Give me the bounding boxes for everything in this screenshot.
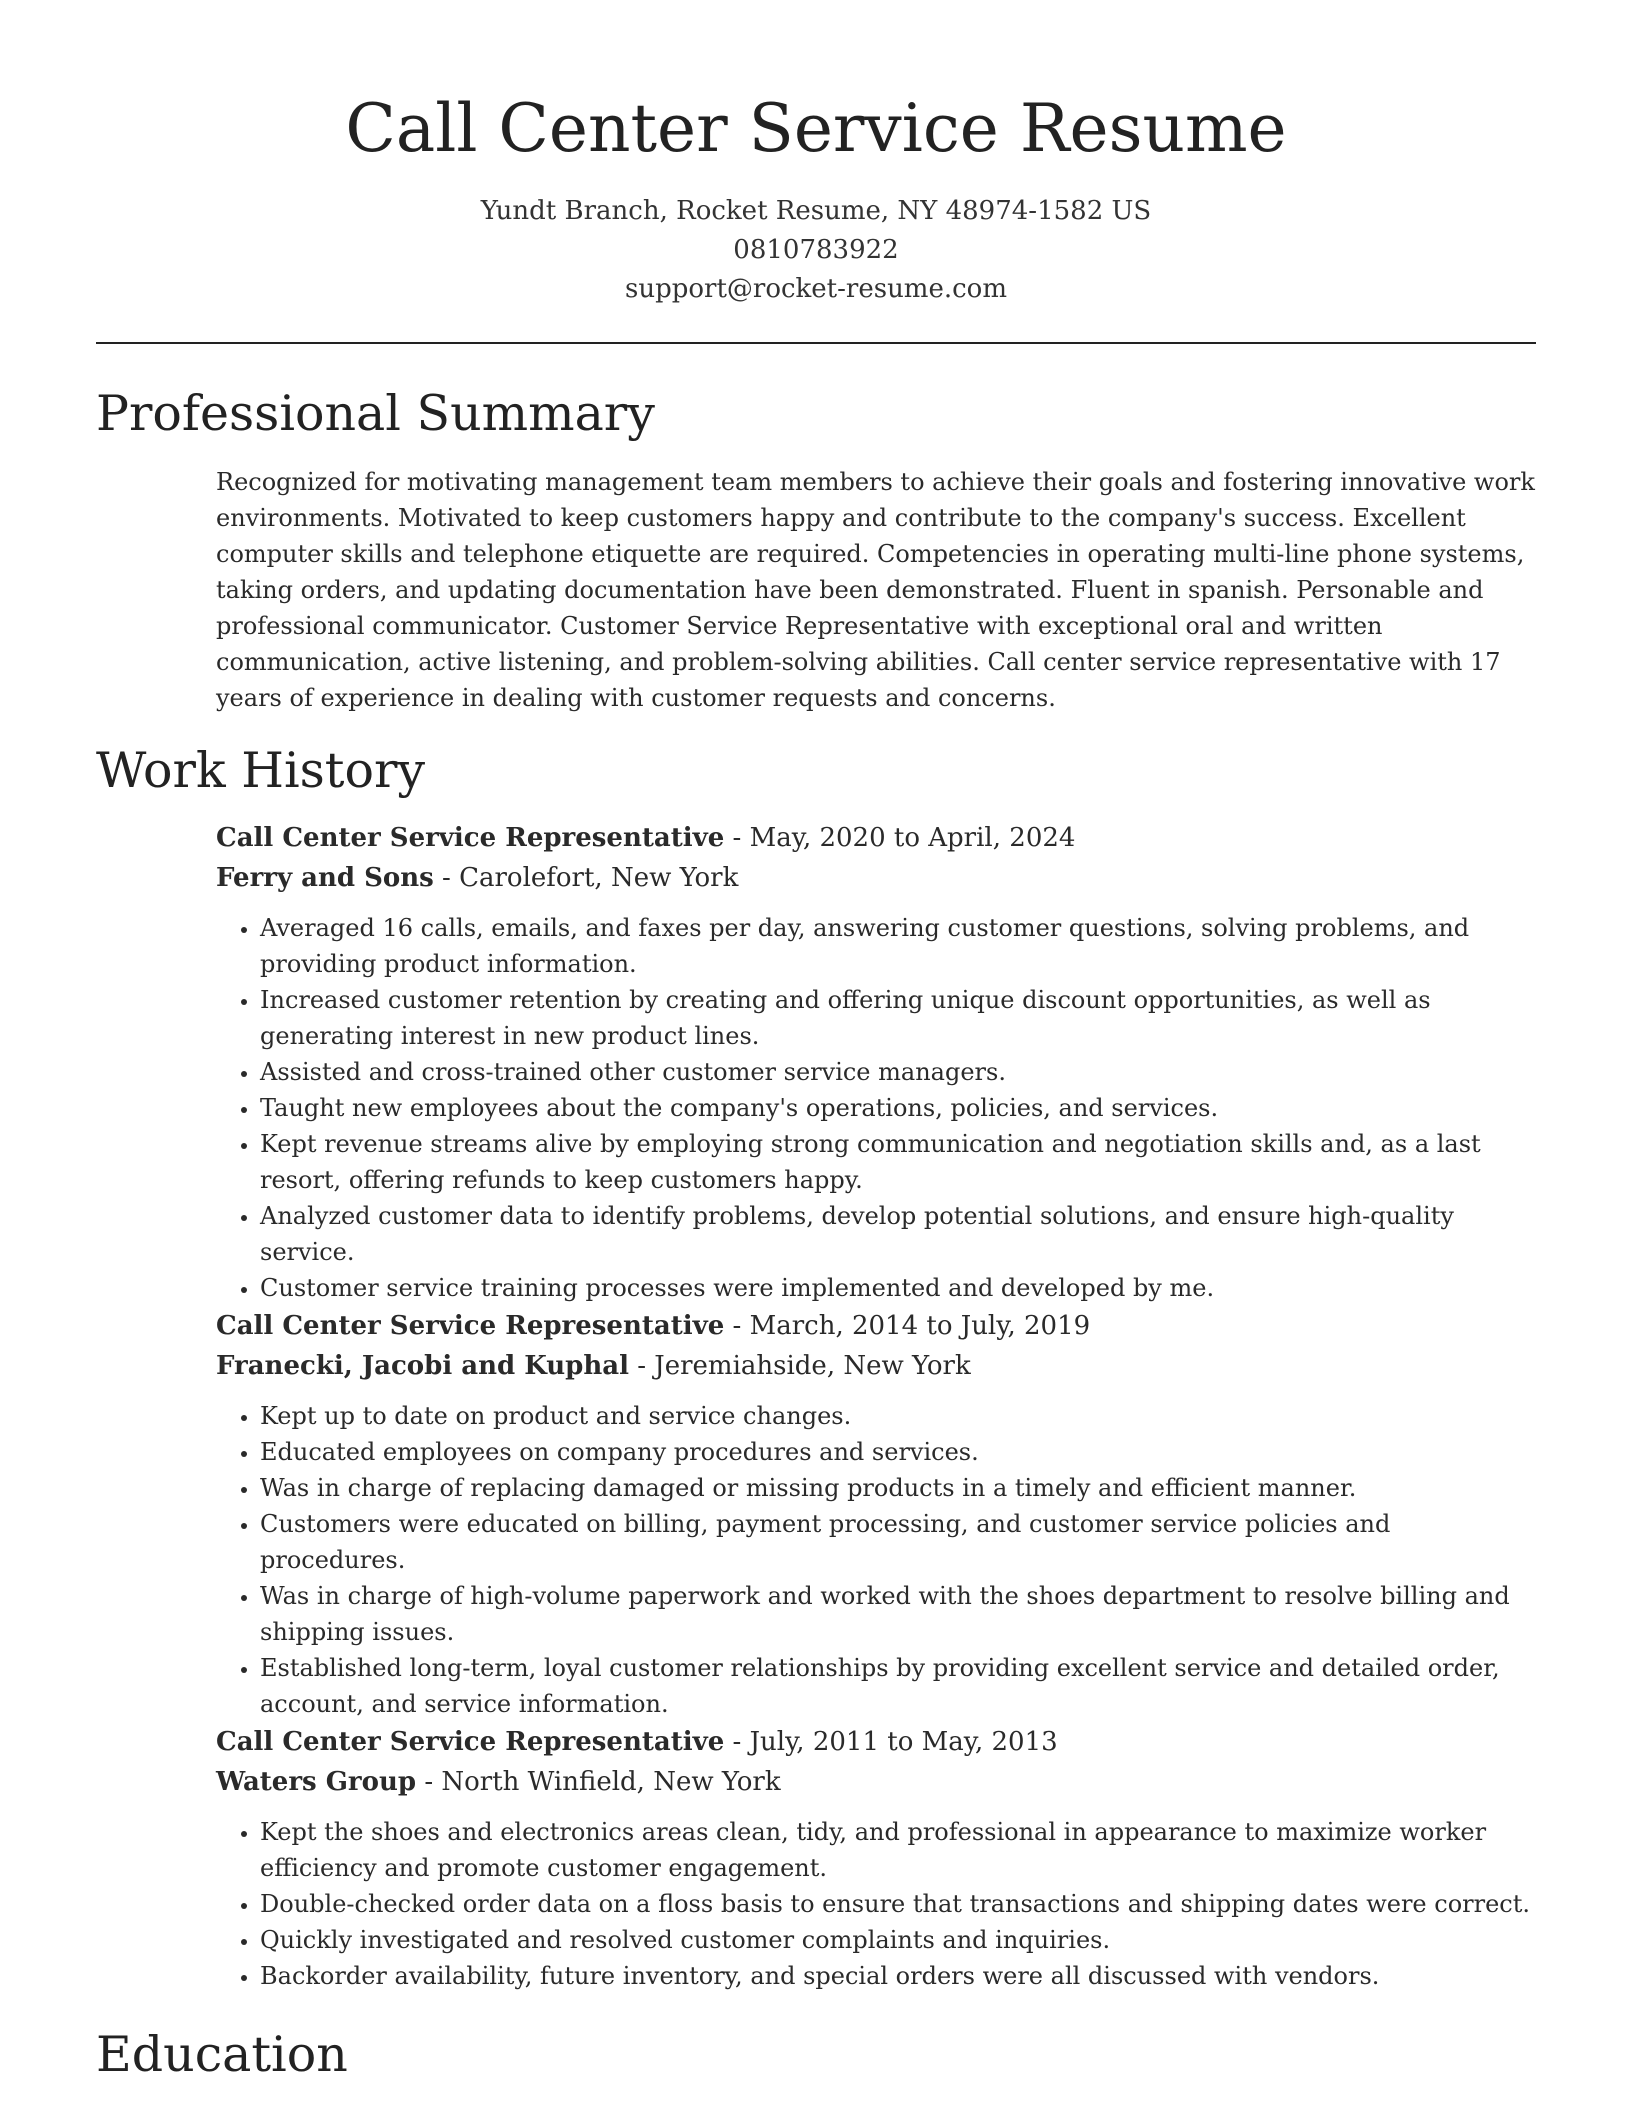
job-duty-item: • Double-checked order data on a floss basis to ensure that transactions and shipping dates were correct. bbox=[260, 1886, 1541, 1922]
job-duty-item: • Analyzed customer data to identify problems, develop potential solutions, and ensure high-quality service. bbox=[260, 1198, 1541, 1270]
job-duty-item: • Established long-term, loyal customer relationships by providing excellent service and detailed order, account, and service information. bbox=[260, 1650, 1541, 1722]
job-duty-item: • Was in charge of high-volume paperwork and worked with the shoes department to resolve billing and shipping issues. bbox=[260, 1578, 1541, 1650]
company-location: - Carolefort, New York bbox=[433, 863, 739, 893]
job-entry bbox=[216, 1722, 1541, 1994]
job-company-line bbox=[216, 858, 1541, 898]
job-entry bbox=[216, 1306, 1541, 1722]
job-duty-item: • Quickly investigated and resolved customer complaints and inquiries. bbox=[260, 1922, 1541, 1958]
job-duties-list bbox=[216, 910, 1541, 1306]
job-duty-item: • Assisted and cross-trained other customer service managers. bbox=[260, 1054, 1541, 1090]
job-duties-list bbox=[216, 1398, 1541, 1722]
job-title: Call Center Service Representative bbox=[216, 1727, 725, 1757]
company-name: Ferry and Sons bbox=[216, 863, 434, 893]
job-title: Call Center Service Representative bbox=[216, 823, 725, 853]
job-duty-item: • Kept revenue streams alive by employing strong communication and negotiation skills and, as a last resort, offering refunds to keep customers happy. bbox=[260, 1126, 1541, 1198]
job-dates: - May, 2020 to April, 2024 bbox=[724, 823, 1076, 853]
job-duty-item: • Was in charge of replacing damaged or missing products in a timely and efficient manner. bbox=[260, 1470, 1541, 1506]
job-duty-item: • Customers were educated on billing, payment processing, and customer service policies and procedures. bbox=[260, 1506, 1541, 1578]
job-duty-item: • Increased customer retention by creating and offering unique discount opportunities, as well as generating interest in new product lines. bbox=[260, 982, 1541, 1054]
job-title: Call Center Service Representative bbox=[216, 1311, 725, 1341]
company-name: Waters Group bbox=[216, 1767, 417, 1797]
phone-number: 0810783922 bbox=[733, 235, 899, 265]
professional-summary-text: Recognized for motivating management team members to achieve their goals and fostering innovative work environments. Motivated to keep customers happy and contribute to the company's success. Excellent computer skills and telephone etiquette are required. Competencies in operating multi-line phone systems, taking orders, and updating documentation have been demonstrated. Fluent in spanish. Personable and professional communicator. Customer Service Representative with exceptional oral and written communication, active listening, and problem-solving abilities. Call center service representative with 17 years of experience in dealing with customer requests and concerns. bbox=[216, 468, 1535, 712]
professional-summary-heading: Professional Summary bbox=[96, 385, 655, 442]
address: Yundt Branch, Rocket Resume, NY 48974-1582 US bbox=[480, 196, 1152, 226]
job-company-line bbox=[216, 1346, 1541, 1386]
header-divider bbox=[96, 342, 1536, 344]
job-dates: - March, 2014 to July, 2019 bbox=[724, 1311, 1091, 1341]
job-company-line bbox=[216, 1762, 1541, 1802]
education-heading: Education bbox=[96, 2026, 348, 2083]
job-duty-item: • Taught new employees about the company's operations, policies, and services. bbox=[260, 1090, 1541, 1126]
resume-title: Call Center Service Resume bbox=[345, 90, 1287, 167]
job-dates: - July, 2011 to May, 2013 bbox=[724, 1727, 1058, 1757]
email-address: support@rocket-resume.com bbox=[624, 274, 1007, 304]
job-duty-item: • Averaged 16 calls, emails, and faxes per day, answering customer questions, solving problems, and providing product information. bbox=[260, 910, 1541, 982]
job-duty-item: • Educated employees on company procedures and services. bbox=[260, 1434, 1541, 1470]
job-title-line bbox=[216, 818, 1541, 858]
job-duty-item: • Backorder availability, future inventory, and special orders were all discussed with vendors. bbox=[260, 1958, 1541, 1994]
job-title-line bbox=[216, 1306, 1541, 1346]
work-history-heading: Work History bbox=[96, 742, 426, 799]
job-title-line bbox=[216, 1722, 1541, 1762]
company-location: - North Winfield, New York bbox=[416, 1767, 781, 1797]
job-entry bbox=[216, 818, 1541, 1306]
job-duty-item: • Customer service training processes were implemented and developed by me. bbox=[260, 1270, 1541, 1306]
company-name: Franecki, Jacobi and Kuphal bbox=[216, 1351, 629, 1381]
job-duty-item: • Kept up to date on product and service changes. bbox=[260, 1398, 1541, 1434]
job-duty-item: • Kept the shoes and electronics areas clean, tidy, and professional in appearance to maximize worker efficiency and promote customer engagement. bbox=[260, 1814, 1541, 1886]
company-location: - Jeremiahside, New York bbox=[628, 1351, 971, 1381]
contact-block bbox=[0, 192, 1632, 309]
job-duties-list bbox=[216, 1814, 1541, 1994]
